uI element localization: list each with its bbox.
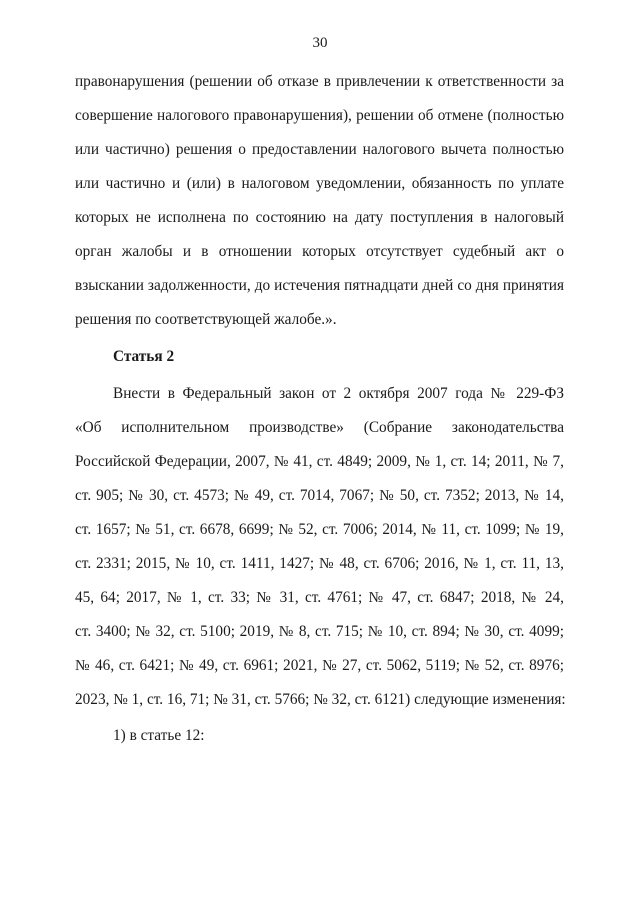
text-line: решения по соответствующей жалобе.». <box>75 311 337 328</box>
text-line: № 46, ст. 6421; № 49, ст. 6961; 2021, № 27, ст. 5062, 5119; № 52, ст. 8976; <box>75 657 564 674</box>
page-number: 30 <box>312 35 328 51</box>
text-line: «Об исполнительном производстве» (Собрание законодательства <box>75 419 564 436</box>
text-line: ст. 905; № 30, ст. 4573; № 49, ст. 7014, 7067; № 50, ст. 7352; 2013, № 14, <box>75 487 564 504</box>
text-line: орган жалобы и в отношении которых отсутствует судебный акт о <box>75 243 564 260</box>
text-line: или частично и (или) в налоговом уведомлении, обязанность по уплате <box>75 175 564 192</box>
text-line: 45, 64; 2017, № 1, ст. 33; № 31, ст. 4761; № 47, ст. 6847; 2018, № 24, <box>75 589 564 606</box>
text-line: Российской Федерации, 2007, № 41, ст. 4849; 2009, № 1, ст. 14; 2011, № 7, <box>75 453 564 470</box>
text-line: правонарушения (решении об отказе в привлечении к ответственности за <box>75 73 564 90</box>
text-line: или частично) решения о предоставлении налогового вычета полностью <box>75 141 564 158</box>
text-line: совершение налогового правонарушения), решении об отмене (полностью <box>75 107 564 124</box>
text-line: ст. 1657; № 51, ст. 6678, 6699; № 52, ст. 7006; 2014, № 11, ст. 1099; № 19, <box>75 521 564 538</box>
text-line: взыскании задолженности, до истечения пятнадцати дней со дня принятия <box>75 277 564 294</box>
text-line: ст. 3400; № 32, ст. 5100; 2019, № 8, ст. 715; № 10, ст. 894; № 30, ст. 4099; <box>75 623 564 640</box>
text-line: Внести в Федеральный закон от 2 октября 2007 года № 229-ФЗ <box>113 385 564 402</box>
article-heading: Статья 2 <box>113 348 175 365</box>
text-line: которых не исполнена по состоянию на дату поступления в налоговый <box>75 209 564 226</box>
list-item: 1) в статье 12: <box>113 727 205 744</box>
text-line: 2023, № 1, ст. 16, 71; № 31, ст. 5766; № 32, ст. 6121) следующие изменения: <box>75 691 566 708</box>
text-line: ст. 2331; 2015, № 10, ст. 1411, 1427; № 48, ст. 6706; 2016, № 1, ст. 11, 13, <box>75 555 564 572</box>
